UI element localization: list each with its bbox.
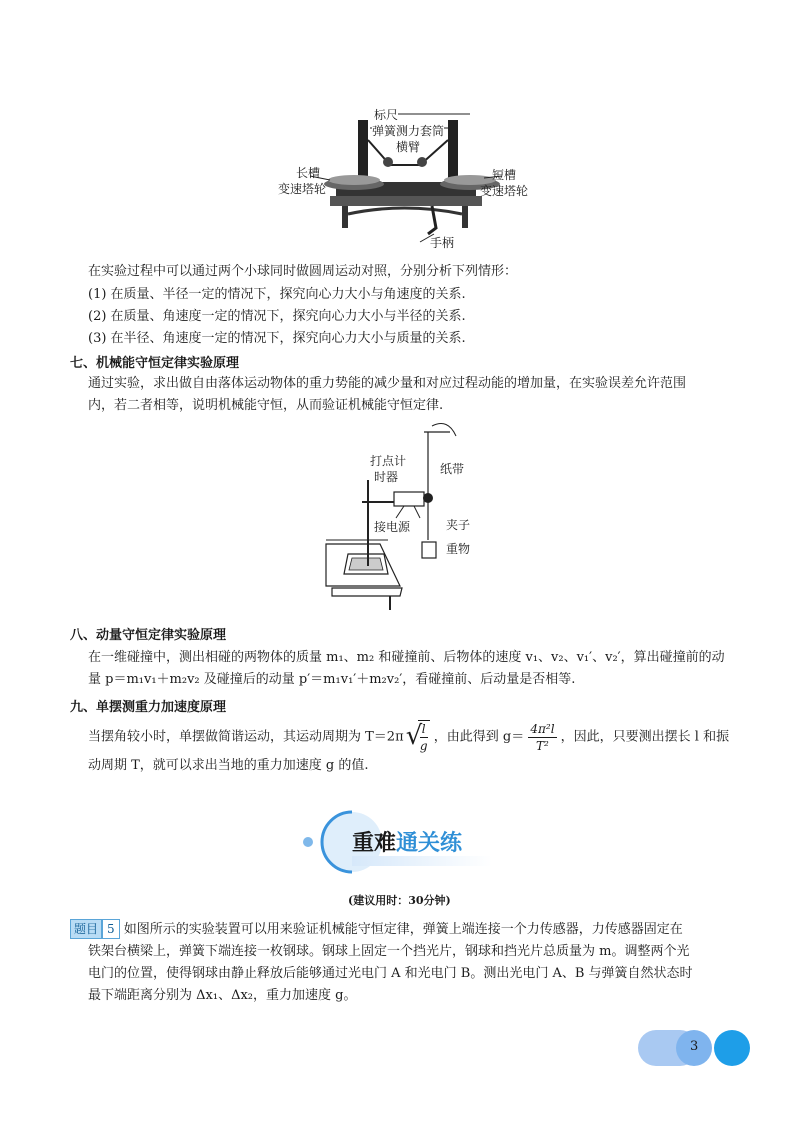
- intro-item-1: (1) 在质量、半径一定的情况下，探究向心力大小与角速度的关系.: [88, 287, 466, 302]
- label-ruler: 标尺: [374, 108, 399, 122]
- section-9-line-2: 动周期 T，就可以求出当地的重力加速度 g 的值.: [88, 758, 369, 773]
- section-9-title: 九、单摆测重力加速度原理: [70, 700, 227, 715]
- section-9-line-1: [88, 720, 729, 754]
- question-5-line-4: 最下端距离分别为 Δx₁、Δx₂，重力加速度 g。: [88, 988, 357, 1003]
- figure-centripetal-apparatus: [270, 110, 540, 250]
- intro-line: 在实验过程中可以通过两个小球同时做圆周运动对照，分别分析下列情形：: [88, 264, 518, 279]
- question-tag: 题目: [70, 919, 102, 939]
- figure-free-fall-apparatus: [322, 418, 484, 614]
- sqrt-numerator: √ l: [421, 722, 426, 736]
- label-timer-line-1: 打点计: [370, 454, 407, 468]
- question-number: 5: [102, 919, 120, 939]
- section-9-text-a: 当摆角较小时，单摆做简谐运动，其运动周期为 T＝2π: [88, 729, 404, 745]
- intro-item-2: (2) 在质量、角速度一定的情况下，探究向心力大小与半径的关系.: [88, 309, 466, 324]
- banner-title-part-2: 通关练: [396, 831, 463, 856]
- label-power: 接电源: [374, 520, 411, 534]
- section-7-line-1: 通过实验，求出做自由落体运动物体的重力势能的减少量和对应过程动能的增加量，在实验误差允许范围: [88, 376, 687, 391]
- label-variable-wheel-right: 变速塔轮: [480, 184, 529, 198]
- page-number-badge: [636, 1028, 752, 1068]
- label-weight: 重物: [446, 542, 471, 556]
- label-handle: 手柄: [430, 236, 455, 250]
- g-denominator: T²: [536, 738, 549, 753]
- label-variable-wheel-left: 变速塔轮: [278, 182, 327, 196]
- g-numerator: 4π²l: [530, 721, 555, 736]
- label-spring-sleeve: 弹簧测力套筒: [372, 124, 445, 138]
- time-note: (建议用时：30分钟): [348, 894, 451, 907]
- banner-title-part-1: 重难: [352, 831, 397, 856]
- label-crossarm: 横臂: [396, 140, 421, 154]
- label-timer-line-2: 时器: [374, 470, 399, 484]
- label-tape: 纸带: [440, 462, 465, 476]
- label-clip: 夹子: [446, 518, 471, 532]
- intro-item-3: (3) 在半径、角速度一定的情况下，探究向心力大小与质量的关系.: [88, 331, 466, 346]
- question-5-line-3: 电门的位置，使得钢球由静止释放后能够通过光电门 A 和光电门 B。测出光电门 A、B 与弹簧自然状态时: [88, 966, 693, 981]
- sqrt-formula: [408, 720, 430, 754]
- label-short-slot: 短槽: [492, 168, 517, 182]
- g-formula: [528, 721, 556, 754]
- section-9-text-b: ，由此得到 g＝: [433, 729, 525, 745]
- section-7-line-2: 内，若二者相等，说明机械能守恒，从而验证机械能守恒定律.: [88, 398, 444, 413]
- section-7-title: 七、机械能守恒定律实验原理: [70, 356, 240, 371]
- page-number: 3: [690, 1039, 699, 1054]
- section-banner: [296, 806, 506, 878]
- section-8-line-2: 量 p＝m₁v₁＋m₂v₂ 及碰撞后的动量 p′＝m₁v₁′＋m₂v₂′，看碰撞前、后动量是否相等.: [88, 672, 576, 687]
- sqrt-denominator: g: [419, 739, 428, 753]
- label-long-slot: 长槽: [296, 166, 321, 180]
- question-5-line-2: 铁架台横梁上，弹簧下端连接一枚钢球。钢球上固定一个挡光片，钢球和挡光片总质量为 m。调整两个光: [88, 944, 690, 959]
- section-8-line-1: 在一维碰撞中，测出相碰的两物体的质量 m₁、m₂ 和碰撞前、后物体的速度 v₁、v₂、v₁′、v₂′，算出碰撞前的动: [88, 650, 725, 665]
- question-5-line-1: [70, 919, 683, 940]
- section-9-text-c: ，因此，只要测出摆长 l 和振: [560, 729, 730, 745]
- section-8-title: 八、动量守恒定律实验原理: [70, 628, 227, 643]
- question-5-text-1: 如图所示的实验装置可以用来验证机械能守恒定律，弹簧上端连接一个力传感器，力传感器固定在: [123, 922, 683, 937]
